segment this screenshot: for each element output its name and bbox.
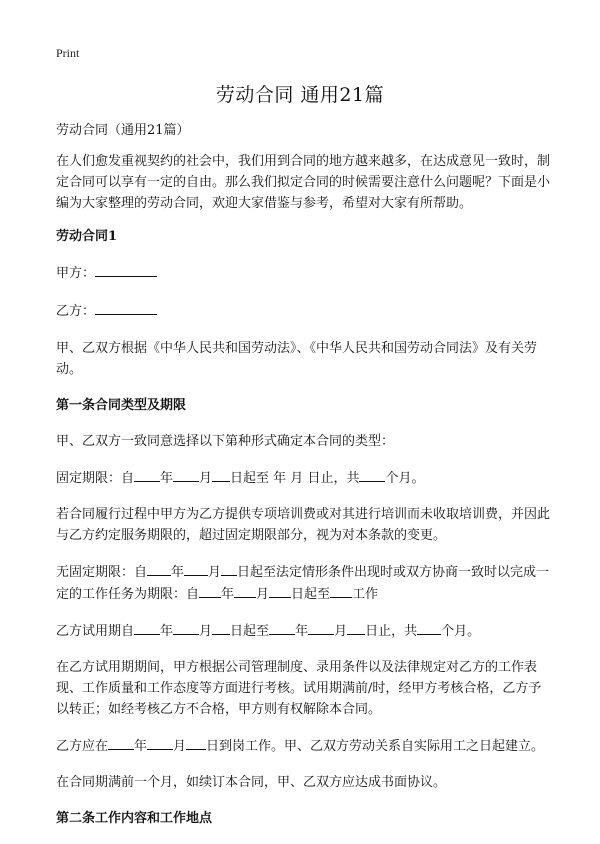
article-1-heading: 第一条合同类型及期限: [56, 398, 187, 413]
fill-blank: [134, 620, 160, 635]
fill-blank: [147, 561, 171, 576]
clause-text: 个月。: [385, 471, 425, 486]
training-clause: 若合同履行过程中甲方为乙方提供专项培训费或对其进行培训而未收取培训费，并因此与乙方约定服务期限的，超过固定期限部分，视为对本条款的变更。: [56, 507, 551, 543]
clause-text: 年: [134, 739, 148, 754]
clause-text: 固定期限：自: [56, 471, 135, 486]
party-b-blank: [95, 300, 157, 315]
fill-blank: [147, 735, 173, 750]
fill-blank: [417, 620, 441, 635]
clause-text: 年: [171, 565, 185, 580]
fill-blank: [212, 620, 230, 635]
clause-text: 日起至: [291, 587, 331, 602]
probation-clause: [56, 620, 550, 642]
intro-paragraph: 在人们愈发重视契约的社会中，我们用到合同的地方越来越多，在达成意见一致时，制定合同可以享有一定的自由。那么我们拟定合同的时候需要注意什么问题呢？下面是小编为大家整理的劳动合同，欢迎大家借鉴与参考，希望对大家有所帮助。: [56, 154, 551, 211]
fill-blank: [359, 467, 385, 482]
clause-text: 月: [256, 587, 270, 602]
clause-text: 年: [295, 624, 309, 639]
fill-blank: [269, 620, 295, 635]
document-subtitle: 劳动合同（通用21篇）: [56, 123, 190, 138]
contract-heading: 劳动合同1: [56, 229, 118, 244]
fill-blank: [330, 583, 352, 598]
report-date-clause: [56, 735, 550, 757]
fill-blank: [221, 561, 237, 576]
article-1-intro: 甲、乙双方一致同意选择以下第种形式确定本合同的类型：: [56, 434, 395, 449]
fixed-term-clause: [56, 467, 550, 489]
fill-blank: [212, 467, 230, 482]
fill-blank: [173, 467, 199, 482]
clause-text: 无固定期限：自: [56, 565, 148, 580]
fill-blank: [347, 620, 365, 635]
clause-text: 工作: [352, 587, 379, 602]
fill-blank: [308, 620, 334, 635]
clause-text: 日到岗工作。甲、乙双方劳动关系自实际用工之日起建立。: [206, 739, 545, 754]
party-b-label: 乙方：: [56, 304, 96, 319]
clause-text: 年: [160, 471, 174, 486]
party-a-label: 甲方：: [56, 266, 96, 281]
fill-blank: [134, 467, 160, 482]
fill-blank: [173, 620, 199, 635]
clause-text: 月: [208, 565, 222, 580]
legal-basis-paragraph: 甲、乙双方根据《中华人民共和国劳动法》、《中华人民共和国劳动合同法》及有关劳动。: [56, 341, 538, 377]
open-term-clause: [56, 561, 550, 605]
party-a-blank: [95, 262, 157, 277]
clause-text: 月: [334, 624, 348, 639]
clause-text: 月: [173, 739, 187, 754]
clause-text: 日起至法定情形条件出现时或双方协商一致时以完成一定的工作任务为期限：自: [56, 565, 550, 602]
clause-text: 月: [199, 624, 213, 639]
clause-text: 个月。: [441, 624, 481, 639]
document-title: 劳动合同 通用21篇: [215, 84, 385, 106]
party-b-line: [56, 300, 550, 322]
clause-text: 日起至 年 月 日止，共: [230, 471, 360, 486]
fill-blank: [108, 735, 134, 750]
document-body: [56, 120, 550, 844]
fill-blank: [269, 583, 291, 598]
clause-text: 月: [199, 471, 213, 486]
fill-blank: [199, 583, 221, 598]
print-link[interactable]: Print: [56, 46, 80, 60]
clause-text: 日止，共: [365, 624, 418, 639]
renewal-paragraph: 在合同期满前一个月，如续订本合同，甲、乙双方应达成书面协议。: [56, 775, 447, 790]
party-a-line: [56, 262, 550, 284]
clause-text: 日起至: [230, 624, 270, 639]
probation-assessment-paragraph: 在乙方试用期期间，甲方根据公司管理制度、录用条件以及法律规定对乙方的工作表现、工作质量和工作态度等方面进行考核。试用期满前/时，经甲方考核合格，乙方予以转正；如经考核乙方不合格，甲方则有权解除本合同。: [56, 660, 542, 717]
fill-blank: [186, 735, 206, 750]
clause-text: 乙方应在: [56, 739, 109, 754]
clause-text: 乙方试用期自: [56, 624, 135, 639]
clause-text: 年: [160, 624, 174, 639]
fill-blank: [184, 561, 208, 576]
article-2-heading: 第二条工作内容和工作地点: [56, 811, 213, 826]
fill-blank: [234, 583, 256, 598]
clause-text: 年: [221, 587, 235, 602]
